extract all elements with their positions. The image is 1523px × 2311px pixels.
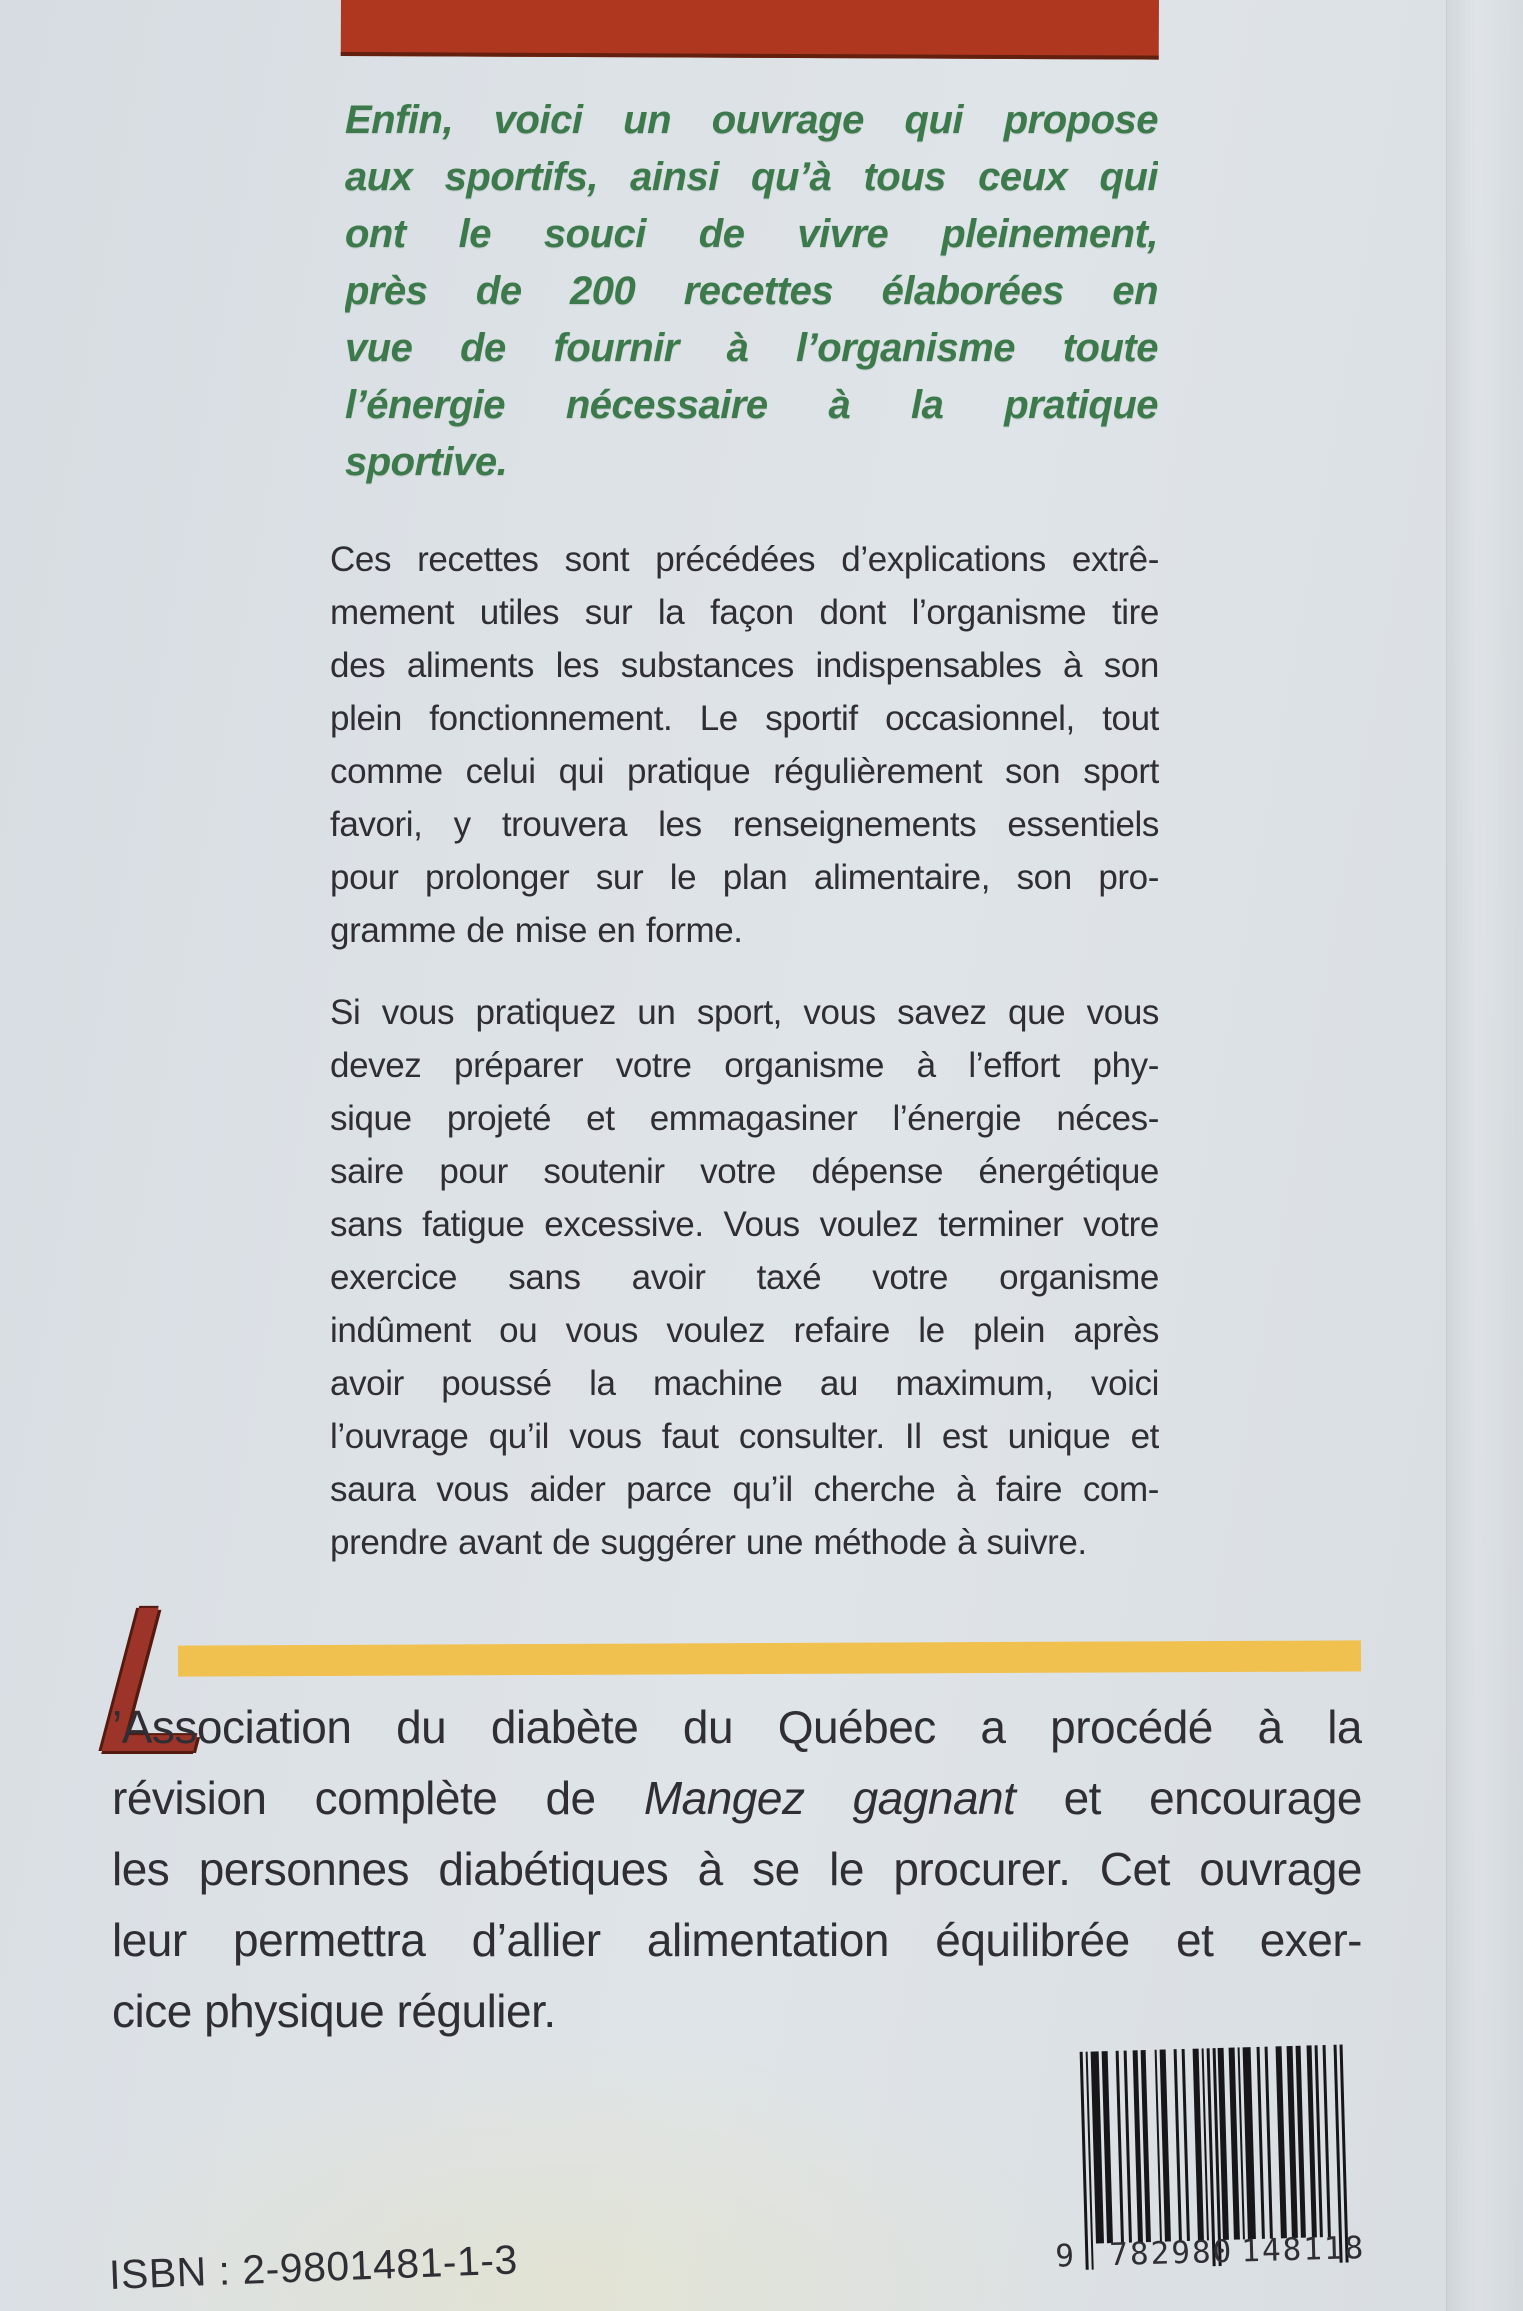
photo-page-edge xyxy=(1446,0,1523,2311)
text-line: l’ouvrage qu’il vous faut consulter. Il est unique et xyxy=(330,1417,1159,1456)
text-line: gramme de mise en forme. xyxy=(330,911,743,950)
text-line: exercice sans avoir taxé votre organisme xyxy=(330,1258,1159,1297)
text-line: indûment ou vous voulez refaire le plein après xyxy=(330,1311,1159,1350)
intro-line: près de 200 recettes élaborées en xyxy=(345,269,1158,313)
ean13-barcode xyxy=(1054,2044,1366,2297)
text-line: avoir poussé la machine au maximum, voici xyxy=(330,1364,1159,1403)
text-line: prendre avant de suggérer une méthode à suivre. xyxy=(330,1523,1087,1562)
text-line: pour prolonger sur le plan alimentaire, son pro- xyxy=(330,858,1159,897)
text-line: Ces recettes sont précédées d’explications extrê- xyxy=(330,540,1159,579)
text-line: sans fatigue excessive. Vous voulez terminer votre xyxy=(330,1205,1159,1244)
text-line: Si vous pratiquez un sport, vous savez que vous xyxy=(330,993,1159,1032)
intro-line: ont le souci de vivre pleinement, xyxy=(345,212,1158,256)
yellow-highlight-rule xyxy=(178,1640,1361,1676)
isbn-label: ISBN : 2-9801481-1-3 xyxy=(108,2236,519,2299)
dropcap-letter-L: L xyxy=(91,1564,224,1796)
intro-line: aux sportifs, ainsi qu’à tous ceux qui xyxy=(345,155,1158,199)
text-line: saura vous aider parce qu’il cherche à faire com- xyxy=(330,1470,1159,1509)
review-line: leur permettra d’allier alimentation équilibrée et exer- xyxy=(112,1914,1362,1966)
description-paragraph-1 xyxy=(330,533,1159,957)
top-red-bar xyxy=(341,0,1159,60)
intro-line: l’énergie nécessaire à la pratique xyxy=(345,383,1158,427)
review-paragraph xyxy=(112,1692,1362,2047)
barcode-digit-group1: 782980 xyxy=(1108,2233,1234,2274)
intro-line: Enfin, voici un ouvrage qui propose xyxy=(345,98,1158,142)
review-line: ’Association du diabète du Québec a procédé à la xyxy=(112,1701,1362,1753)
review-line: cice physique régulier. xyxy=(112,1985,556,2037)
barcode-digit-group2: 148118 xyxy=(1240,2229,1366,2270)
text-line: comme celui qui pratique régulièrement son sport xyxy=(330,752,1159,791)
text-line: plein fonctionnement. Le sportif occasionnel, tout xyxy=(330,699,1159,738)
intro-paragraph xyxy=(345,92,1158,491)
barcode-digit-leading: 9 xyxy=(1054,2238,1077,2275)
text-line: des aliments les substances indispensables à son xyxy=(330,646,1159,685)
description-paragraph-2 xyxy=(330,986,1159,1569)
review-line: les personnes diabétiques à se le procurer. Cet ouvrage xyxy=(112,1843,1362,1895)
review-line: révision complète de Mangez gagnant et encourage xyxy=(112,1772,1362,1824)
text-line: devez préparer votre organisme à l’effort phy- xyxy=(330,1046,1159,1085)
intro-line: sportive. xyxy=(345,440,508,484)
intro-line: vue de fournir à l’organisme toute xyxy=(345,326,1158,370)
text-line: sique projeté et emmagasiner l’énergie néces- xyxy=(330,1099,1159,1138)
text-line: favori, y trouvera les renseignements essentiels xyxy=(330,805,1159,844)
text-line: saire pour soutenir votre dépense énergétique xyxy=(330,1152,1159,1191)
text-line: mement utiles sur la façon dont l’organisme tire xyxy=(330,593,1159,632)
